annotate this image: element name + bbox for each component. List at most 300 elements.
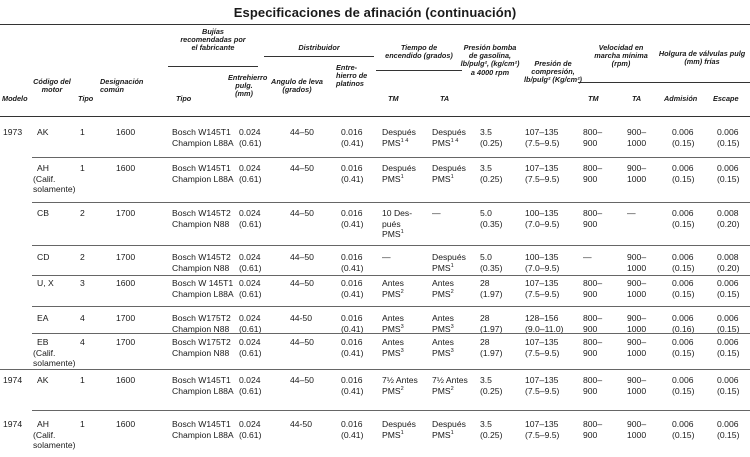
row-tiempo-tm-pms: [382, 386, 404, 397]
row-designacion: 1700: [116, 252, 136, 262]
row-vel-ta: —: [627, 208, 636, 218]
row-bujia-bosch: Bosch W145T1: [172, 419, 231, 429]
row-vel-ta-2: 1000: [627, 347, 647, 358]
row-escape: 0.006: [717, 127, 739, 137]
row-tiempo-ta-pms-footnote: 1: [450, 173, 454, 180]
page-title: Especificaciones de afinación (continuación): [233, 5, 517, 20]
row-codigo: CD: [37, 252, 50, 262]
row-admision: 0.006: [672, 208, 694, 218]
header-entrehierro-platinos: Entre-hierro de platinos: [336, 63, 368, 89]
row-vel-tm: 800–: [583, 419, 603, 429]
row-vel-ta-2: 1000: [627, 323, 647, 334]
row-compresion: 100–135: [525, 208, 559, 218]
row-tipo: 2: [80, 208, 85, 218]
row-gap-mm: (0.61): [239, 385, 262, 396]
row-tiempo-ta-pms-text: PMS: [432, 385, 451, 396]
row-tiempo-tm-pms-footnote: 2: [400, 385, 404, 392]
header-entrehierro-bujia: Entrehierro pulg. (mm): [228, 73, 268, 99]
row-tiempo-ta: —: [432, 208, 441, 218]
row-vel-tm: 800–: [583, 278, 603, 288]
row-tiempo-tm-pms-footnote: 3: [400, 347, 404, 354]
row-gap-mm: (0.61): [239, 323, 262, 334]
row-tiempo-ta-pms-text: PMS: [432, 323, 451, 334]
row-tiempo-tm-pms: [382, 289, 404, 300]
row-tiempo-tm: Antes: [382, 337, 404, 347]
row-bomba: 5.0: [480, 252, 492, 262]
row-bomba: 5.0: [480, 208, 492, 218]
header-angulo-leva: Angulo de leva (grados): [271, 77, 323, 95]
header-presion-compresion: Presión de compresión, lb/pulg² (Kg/cm²): [524, 59, 582, 85]
row-vel-tm: 800–: [583, 337, 603, 347]
row-bujia-champion: Champion L88A: [172, 385, 234, 396]
row-bomba: 3.5: [480, 127, 492, 137]
row-codigo: EB: [37, 337, 49, 347]
row-angulo: 44–50: [290, 208, 314, 218]
row-compresion-kg: (7.5–9.5): [525, 137, 560, 148]
row-compresion: 107–135: [525, 127, 559, 137]
row-tiempo-ta-pms: [432, 174, 454, 185]
row-modelo: 1973: [3, 127, 23, 137]
row-compresion-kg: (7.5–9.5): [525, 385, 560, 396]
row-vel-tm: 800–: [583, 163, 603, 173]
row-tiempo-ta-pms: [432, 138, 458, 149]
row-vel-tm-2: 900: [583, 173, 598, 184]
row-tiempo-tm-pms-footnote: 3: [400, 323, 404, 330]
header-tipo-bujia: Tipo: [176, 94, 192, 103]
row-tiempo-ta-pms-text: PMS: [432, 173, 451, 184]
row-angulo: 44–50: [290, 127, 314, 137]
row-tiempo-ta-pms: [432, 263, 454, 274]
row-designacion: 1600: [116, 163, 136, 173]
row-codigo-note: (Calif. solamente): [33, 173, 76, 195]
row-escape-mm: (0.20): [717, 218, 740, 229]
row-tiempo-tm-pms-footnote: 1: [400, 229, 404, 236]
row-gap: 0.024: [239, 278, 261, 288]
row-gap-mm: (0.61): [239, 262, 262, 273]
header-tipo-motor: Tipo: [78, 94, 94, 103]
row-compresion-kg: (7.0–9.5): [525, 218, 560, 229]
row-tiempo-tm-pms-text: PMS: [382, 385, 401, 396]
row-bujia-bosch: Bosch W145T1: [172, 375, 231, 385]
row-vel-ta-2: 1000: [627, 173, 647, 184]
header-escape: Escape: [713, 94, 739, 103]
row-admision-mm: (0.15): [672, 173, 695, 184]
row-tiempo-tm: Después: [382, 163, 416, 173]
row-tiempo-tm: Después: [382, 127, 416, 137]
row-vel-ta: 900–: [627, 313, 647, 323]
header-bottom-rule: [0, 116, 750, 117]
row-admision: 0.006: [672, 419, 694, 429]
row-admision: 0.006: [672, 127, 694, 137]
row-tipo: 4: [80, 313, 85, 323]
row-escape: 0.006: [717, 375, 739, 385]
row-escape-mm: (0.15): [717, 347, 740, 358]
row-tiempo-ta: Antes: [432, 313, 454, 323]
row-tipo: 2: [80, 252, 85, 262]
row-admision-mm: (0.16): [672, 323, 695, 334]
row-tiempo-ta-pms-footnote: 3: [450, 347, 454, 354]
row-gap-mm: (0.61): [239, 288, 262, 299]
bujias-group-header: Bujías recomendadas por el fabricante: [180, 27, 246, 53]
row-bomba-kg: (0.25): [480, 429, 503, 440]
row-tiempo-tm-pms-text: PMS: [382, 429, 401, 440]
row-tiempo-ta: Antes: [432, 337, 454, 347]
row-tiempo-tm-pms-text: PMS: [382, 323, 401, 334]
row-escape-mm: (0.15): [717, 137, 740, 148]
row-escape: 0.008: [717, 208, 739, 218]
row-vel-tm: —: [583, 252, 592, 262]
row-codigo: U, X: [37, 278, 54, 288]
row-angulo: 44–50: [290, 375, 314, 385]
header-top-rule: [0, 24, 750, 25]
row-designacion: 1700: [116, 313, 136, 323]
row-vel-tm: 800–: [583, 127, 603, 137]
row-compresion-kg: (7.0–9.5): [525, 262, 560, 273]
header-designacion: Designación común: [100, 77, 144, 95]
row-tiempo-tm: 10 Des-: [382, 208, 413, 218]
row-gap-mm: (0.61): [239, 218, 262, 229]
row-angulo: 44–50: [290, 278, 314, 288]
row-escape-mm: (0.15): [717, 429, 740, 440]
row-modelo: 1974: [3, 419, 23, 429]
row-tiempo-ta-pms: [432, 289, 454, 300]
row-tiempo-tm: Antes: [382, 313, 404, 323]
row-vel-ta-2: 1000: [627, 385, 647, 396]
row-tiempo-ta-pms-footnote: 1: [450, 262, 454, 269]
row-admision-mm: (0.15): [672, 385, 695, 396]
row-bujia-bosch: Bosch W145T1: [172, 127, 231, 137]
row-gap-mm: (0.61): [239, 347, 262, 358]
row-platinos: 0.016: [341, 313, 363, 323]
row-platinos-mm: (0.41): [341, 323, 364, 334]
row-tiempo-ta-pms: [432, 348, 454, 359]
row-platinos-mm: (0.41): [341, 173, 364, 184]
row-compresion-kg: (7.5–9.5): [525, 173, 560, 184]
row-gap-mm: (0.61): [239, 173, 262, 184]
row-bomba-kg: (0.25): [480, 137, 503, 148]
row-designacion: 1700: [116, 208, 136, 218]
row-tiempo-tm-pms: [382, 348, 404, 359]
row-vel-ta-2: 1000: [627, 262, 647, 273]
row-platinos: 0.016: [341, 375, 363, 385]
row-bomba: 3.5: [480, 163, 492, 173]
row-tiempo-ta: Después: [432, 163, 466, 173]
row-tiempo-ta-pms: [432, 430, 454, 441]
row-codigo: CB: [37, 208, 49, 218]
row-bomba-kg: (1.97): [480, 288, 503, 299]
row-tiempo-tm: —: [382, 252, 391, 262]
row-platinos-mm: (0.41): [341, 288, 364, 299]
row-vel-ta: 900–: [627, 337, 647, 347]
header-tiempo-tm: TM: [388, 94, 399, 103]
row-tipo: 4: [80, 337, 85, 347]
row-platinos: 0.016: [341, 208, 363, 218]
row-escape-mm: (0.15): [717, 173, 740, 184]
row-platinos: 0.016: [341, 252, 363, 262]
row-tiempo-ta-pms-text: PMS: [432, 288, 451, 299]
row-vel-tm-2: 900: [583, 218, 598, 229]
row-tiempo-ta-pms-footnote: 3: [450, 323, 454, 330]
row-compresion-kg: (9.0–11.0): [525, 323, 564, 334]
row-tipo: 1: [80, 163, 85, 173]
tiempo-group-header: Tiempo de encendido (grados): [385, 43, 453, 61]
row-tiempo-ta-pms-footnote: 1: [450, 429, 454, 436]
row-designacion: 1600: [116, 278, 136, 288]
row-vel-ta: 900–: [627, 127, 647, 137]
row-separator: [32, 333, 750, 334]
row-bomba-kg: (0.25): [480, 385, 503, 396]
row-vel-tm-2: 900: [583, 429, 598, 440]
row-codigo-note: (Calif. solamente): [33, 429, 76, 451]
header-tiempo-ta: TA: [440, 94, 450, 103]
row-separator: [32, 275, 750, 276]
row-platinos: 0.016: [341, 163, 363, 173]
header-velocidad-tm: TM: [588, 94, 599, 103]
row-vel-tm-2: 900: [583, 385, 598, 396]
row-designacion: 1600: [116, 127, 136, 137]
row-bomba: 28: [480, 337, 490, 347]
row-platinos-mm: (0.41): [341, 385, 364, 396]
row-platinos-mm: (0.41): [341, 262, 364, 273]
row-compresion: 107–135: [525, 163, 559, 173]
row-tiempo-ta-pms-text: PMS: [432, 262, 451, 273]
row-compresion: 100–135: [525, 252, 559, 262]
row-escape: 0.006: [717, 337, 739, 347]
row-compresion: 107–135: [525, 375, 559, 385]
row-gap: 0.024: [239, 375, 261, 385]
row-bujia-bosch: Bosch W 145T1: [172, 278, 234, 288]
row-admision-mm: (0.15): [672, 218, 695, 229]
row-vel-ta: 900–: [627, 375, 647, 385]
row-vel-ta-2: 1000: [627, 429, 647, 440]
distribuidor-group-header: Distribuidor: [298, 43, 340, 52]
row-vel-tm-2: 900: [583, 137, 598, 148]
velocidad-group-header: Velocidad en marcha mínima (rpm): [594, 43, 648, 69]
row-tiempo-ta: Después: [432, 252, 466, 262]
row-compresion: 128–156: [525, 313, 559, 323]
row-admision-mm: (0.15): [672, 288, 695, 299]
row-escape: 0.006: [717, 163, 739, 173]
row-bujia-champion: Champion L88A: [172, 288, 234, 299]
row-bomba: 3.5: [480, 419, 492, 429]
row-admision-mm: (0.15): [672, 137, 695, 148]
row-vel-tm-2: 900: [583, 323, 598, 334]
row-tiempo-ta: Después: [432, 127, 466, 137]
row-gap: 0.024: [239, 163, 261, 173]
row-bujia-champion: Champion L88A: [172, 429, 234, 440]
row-bomba: 28: [480, 313, 490, 323]
row-tiempo-ta: 7½ Antes: [432, 375, 468, 385]
velocidad-group-rule: [578, 82, 664, 83]
row-tiempo-ta-pms-text: PMS: [432, 347, 451, 358]
row-tiempo-ta-pms-footnote: 1 4: [450, 137, 459, 144]
row-platinos-mm: (0.41): [341, 218, 364, 229]
row-escape: 0.006: [717, 313, 739, 323]
row-bujia-champion: Champion N88: [172, 262, 230, 273]
row-gap: 0.024: [239, 337, 261, 347]
row-vel-ta: 900–: [627, 252, 647, 262]
row-vel-ta: 900–: [627, 163, 647, 173]
row-vel-ta-2: 1000: [627, 137, 647, 148]
row-bujia-bosch: Bosch W145T2: [172, 252, 231, 262]
holgura-group-header: Holgura de válvulas pulg (mm) frías: [658, 49, 746, 67]
row-tipo: 1: [80, 419, 85, 429]
row-bomba-kg: (0.35): [480, 218, 503, 229]
row-platinos: 0.016: [341, 337, 363, 347]
row-escape: 0.006: [717, 278, 739, 288]
row-codigo: AH: [37, 419, 49, 429]
row-tiempo-tm-pms: [382, 138, 408, 149]
row-escape-mm: (0.15): [717, 385, 740, 396]
row-vel-ta-2: 1000: [627, 288, 647, 299]
row-tiempo-tm-pms-text: PMS: [382, 347, 401, 358]
row-separator: [32, 306, 750, 307]
row-admision: 0.006: [672, 163, 694, 173]
tiempo-group-rule: [376, 70, 462, 71]
row-gap: 0.024: [239, 252, 261, 262]
row-vel-ta: 900–: [627, 419, 647, 429]
header-codigo: Código del motor: [33, 77, 71, 95]
header-velocidad-ta: TA: [632, 94, 642, 103]
bujias-group-rule: [168, 66, 258, 67]
row-admision-mm: (0.15): [672, 347, 695, 358]
row-tiempo-tm-pms: [382, 430, 404, 441]
row-vel-tm: 800–: [583, 208, 603, 218]
holgura-group-rule: [654, 82, 750, 83]
row-tiempo-tm-pms-text: PMS: [382, 173, 401, 184]
row-tiempo-tm-pms-footnote: 2: [400, 288, 404, 295]
row-vel-tm: 800–: [583, 313, 603, 323]
row-tiempo-tm-pms-footnote: 1: [400, 429, 404, 436]
row-bujia-champion: Champion L88A: [172, 137, 234, 148]
row-escape-mm: (0.20): [717, 262, 740, 273]
header-admision: Admisión: [664, 94, 698, 103]
row-designacion: 1600: [116, 375, 136, 385]
row-codigo-note: (Calif. solamente): [33, 347, 76, 369]
row-tiempo-ta-pms-text: PMS: [432, 429, 451, 440]
row-admision-mm: (0.15): [672, 429, 695, 440]
row-tiempo-tm-pms-footnote: 1: [400, 173, 404, 180]
row-tiempo-tm-pms-text: PMS: [382, 229, 401, 240]
row-gap-mm: (0.61): [239, 429, 262, 440]
row-compresion: 107–135: [525, 337, 559, 347]
row-escape: 0.006: [717, 419, 739, 429]
row-gap: 0.024: [239, 313, 261, 323]
row-codigo: AH: [37, 163, 49, 173]
row-platinos: 0.016: [341, 278, 363, 288]
row-bujia-champion: Champion L88A: [172, 173, 234, 184]
row-codigo: AK: [37, 375, 49, 385]
row-admision: 0.006: [672, 252, 694, 262]
row-tiempo-tm: 7½ Antes: [382, 375, 418, 385]
row-platinos-mm: (0.41): [341, 137, 364, 148]
row-vel-tm-2: 900: [583, 288, 598, 299]
row-compresion-kg: (7.5–9.5): [525, 288, 560, 299]
header-presion-bomba: Presión bomba de gasolina, lb/pulg², (kg/cm²) a 4000 rpm: [460, 43, 520, 77]
row-designacion: 1700: [116, 337, 136, 347]
row-bujia-bosch: Bosch W145T2: [172, 208, 231, 218]
row-bomba-kg: (0.25): [480, 173, 503, 184]
row-bujia-champion: Champion N88: [172, 323, 230, 334]
row-compresion-kg: (7.5–9.5): [525, 347, 560, 358]
row-tiempo-tm-cont: pués: [382, 218, 401, 229]
row-escape-mm: (0.15): [717, 288, 740, 299]
row-tiempo-tm-pms-text: PMS: [382, 288, 401, 299]
row-separator: [0, 369, 750, 370]
row-angulo: 44-50: [290, 419, 312, 429]
row-platinos: 0.016: [341, 127, 363, 137]
row-bujia-bosch: Bosch W175T2: [172, 337, 231, 347]
row-gap-mm: (0.61): [239, 137, 262, 148]
row-tiempo-tm: Después: [382, 419, 416, 429]
row-tiempo-ta-pms: [432, 386, 454, 397]
row-compresion-kg: (7.5–9.5): [525, 429, 560, 440]
row-admision: 0.006: [672, 337, 694, 347]
row-tipo: 3: [80, 278, 85, 288]
row-separator: [32, 202, 750, 203]
header-modelo: Modelo: [2, 94, 28, 103]
row-tiempo-ta: Después: [432, 419, 466, 429]
row-angulo: 44–50: [290, 337, 314, 347]
row-admision: 0.006: [672, 375, 694, 385]
row-bomba-kg: (1.97): [480, 323, 503, 334]
row-bomba: 28: [480, 278, 490, 288]
row-vel-tm: 800–: [583, 375, 603, 385]
row-bujia-bosch: Bosch W175T2: [172, 313, 231, 323]
row-codigo: EA: [37, 313, 49, 323]
row-tiempo-tm-pms: [382, 174, 404, 185]
row-tiempo-tm: Antes: [382, 278, 404, 288]
row-tiempo-tm-pms-footnote: 1 4: [400, 137, 409, 144]
row-admision: 0.006: [672, 313, 694, 323]
row-escape-mm: (0.15): [717, 323, 740, 334]
row-escape: 0.008: [717, 252, 739, 262]
row-bomba: 3.5: [480, 375, 492, 385]
row-tiempo-ta: Antes: [432, 278, 454, 288]
row-tiempo-ta-pms-footnote: 2: [450, 288, 454, 295]
row-modelo: 1974: [3, 375, 23, 385]
row-separator: [32, 410, 750, 411]
row-separator: [32, 245, 750, 246]
row-tiempo-ta-pms-footnote: 2: [450, 385, 454, 392]
row-codigo: AK: [37, 127, 49, 137]
row-angulo: 44–50: [290, 252, 314, 262]
row-angulo: 44–50: [290, 163, 314, 173]
row-bujia-champion: Champion N88: [172, 218, 230, 229]
row-tipo: 1: [80, 127, 85, 137]
row-platinos-mm: (0.41): [341, 347, 364, 358]
row-tiempo-ta-pms-text: PMS: [432, 137, 451, 148]
row-designacion: 1600: [116, 419, 136, 429]
row-platinos: 0.016: [341, 419, 363, 429]
row-platinos-mm: (0.41): [341, 429, 364, 440]
row-vel-tm-2: 900: [583, 347, 598, 358]
row-bomba-kg: (0.35): [480, 262, 503, 273]
row-vel-ta: 900–: [627, 278, 647, 288]
row-tiempo-tm-pms-text: PMS: [382, 137, 401, 148]
distribuidor-group-rule: [264, 56, 374, 57]
row-tiempo-tm-pms: [382, 229, 404, 240]
row-compresion: 107–135: [525, 278, 559, 288]
row-bujia-bosch: Bosch W145T1: [172, 163, 231, 173]
row-gap: 0.024: [239, 419, 261, 429]
row-bomba-kg: (1.97): [480, 347, 503, 358]
row-gap: 0.024: [239, 127, 261, 137]
row-compresion: 107–135: [525, 419, 559, 429]
row-admision-mm: (0.15): [672, 262, 695, 273]
row-admision: 0.006: [672, 278, 694, 288]
row-gap: 0.024: [239, 208, 261, 218]
